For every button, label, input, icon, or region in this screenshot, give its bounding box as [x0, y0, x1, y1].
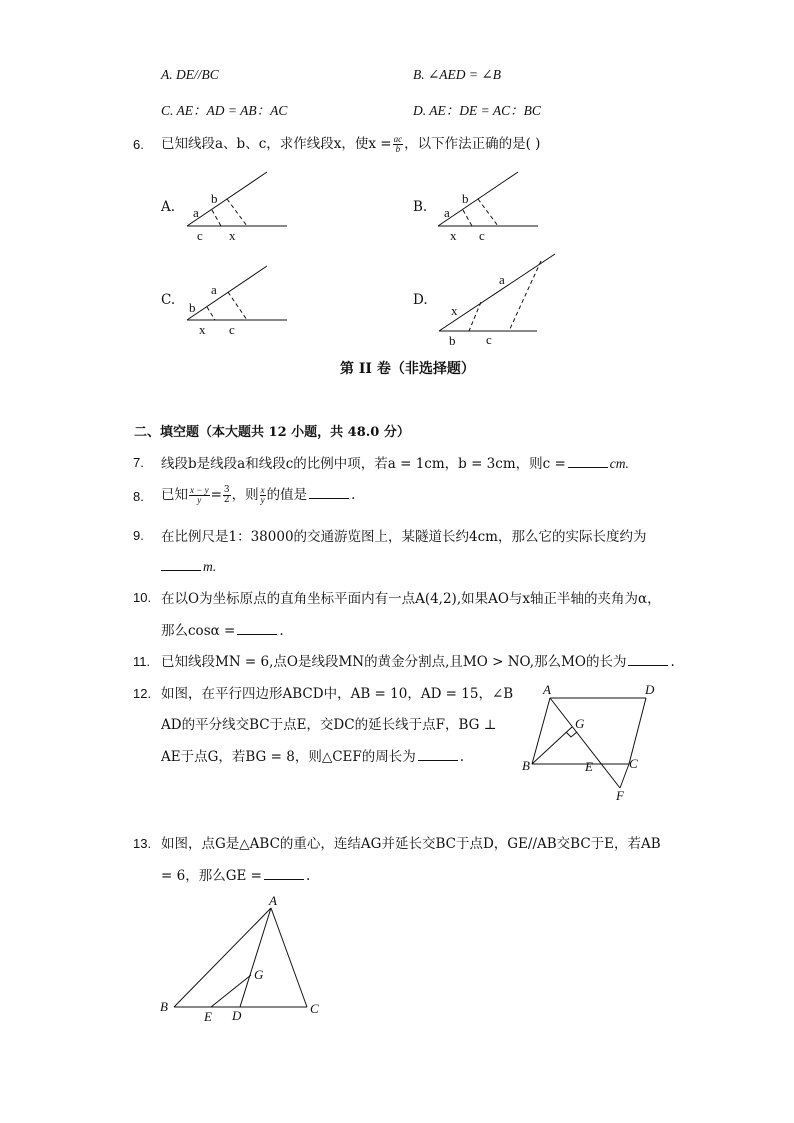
q6d-label-3: b — [449, 333, 456, 348]
q6a-label-3: c — [197, 228, 203, 243]
q7-number: 7. — [133, 455, 144, 470]
q6-figure-a — [185, 170, 295, 250]
q10-line1: 在以O为坐标原点的直角坐标平面内有一点A(4,2),如果AO与x轴正半轴的夹角为α， — [161, 591, 661, 607]
q6a-label-1: b — [211, 191, 218, 206]
q6-number: 6. — [133, 137, 144, 152]
q13-number: 13. — [133, 836, 152, 851]
q8-number: 8. — [133, 489, 144, 504]
q11-stem: 已知线段MN = 6,点O是线段MN的黄金分割点,且MO > NO,那么MO的长为 . — [161, 650, 675, 670]
q12-figure — [520, 680, 670, 805]
q12-fig-label-C: C — [629, 756, 638, 771]
q13-fig-label-A: A — [269, 893, 277, 908]
q13-line1: 如图，点G是△ABC的重心，连结AG并延长交BC于点D，GE//AB交BC于E，若AB — [161, 836, 661, 852]
q12-fig-label-B: B — [522, 758, 530, 773]
q6c-label-1: a — [211, 282, 217, 297]
part2-title: 第 II 卷（非选择题） — [340, 361, 475, 377]
q9-line1: 在比例尺是1：38000的交通游览图上，某隧道长约4cm，那么它的实际长度约为 — [161, 529, 647, 545]
q6d-label-2: x — [451, 303, 458, 318]
q6-figure-b — [436, 170, 546, 250]
q6-fraction: $\frac{ac}{b}$ — [393, 134, 403, 154]
q6b-label-3: x — [450, 228, 457, 243]
q9-line2: m. — [161, 556, 216, 575]
q12-fig-label-G: G — [575, 716, 585, 731]
q6-option-b-letter: B. — [413, 199, 428, 215]
q10-line2: 那么cosα = . — [161, 619, 284, 639]
q5-option-c: C. AE：AD = AB：AC — [161, 103, 288, 118]
q13-fig-label-B: B — [160, 999, 168, 1014]
q5-option-a: A. DE//BC — [161, 67, 219, 82]
q6d-label-1: a — [499, 272, 505, 287]
q12-answer-blank[interactable] — [418, 746, 458, 761]
q6-option-a-letter: A. — [161, 199, 176, 215]
q6c-label-3: x — [199, 322, 206, 337]
q7-answer-blank[interactable] — [568, 453, 608, 468]
q6d-label-4: c — [486, 332, 492, 347]
q12-fig-label-F: F — [616, 788, 624, 803]
q12-line2: AD的平分线交BC于点E，交DC的延长线于点F，BG ⊥ — [161, 717, 497, 733]
q13-fig-label-D: D — [232, 1008, 242, 1023]
q6b-label-2: a — [444, 205, 450, 220]
q13-fig-label-E: E — [204, 1009, 212, 1024]
q6c-label-4: c — [229, 322, 235, 337]
q6c-label-2: b — [189, 300, 196, 315]
q11-number: 11. — [133, 654, 151, 669]
q13-answer-blank[interactable] — [264, 865, 304, 880]
q12-number: 12. — [133, 686, 152, 701]
q12-line1: 如图，在平行四边形ABCD中，AB = 10，AD = 15，∠B — [161, 686, 514, 702]
q6-option-d-letter: D. — [413, 292, 428, 308]
q6b-label-1: b — [462, 191, 469, 206]
q11-answer-blank[interactable] — [628, 651, 668, 666]
q13-line2: = 6，那么GE = . — [161, 864, 310, 884]
q13-fig-label-G: G — [254, 967, 264, 982]
q12-fig-label-D: D — [645, 682, 655, 697]
q8-stem: 已知 $\frac{x - y}{y}$ = $\frac{3}{2}$ ，则 $\frac{x}{y}$ 的值是 . — [161, 485, 356, 505]
q10-answer-blank[interactable] — [237, 620, 277, 635]
q8-answer-blank[interactable] — [309, 484, 349, 499]
q9-number: 9. — [133, 528, 144, 543]
section2-header: 二、填空题（本大题共 12 小题，共 48.0 分） — [134, 425, 410, 440]
q5-option-d: D. AE：DE = AC：BC — [413, 103, 541, 118]
q12-fig-label-A: A — [543, 682, 551, 697]
q13-fig-label-C: C — [310, 1001, 319, 1016]
q6-option-c-letter: C. — [161, 292, 176, 308]
q6a-label-2: a — [193, 205, 199, 220]
q12-fig-label-E: E — [585, 759, 593, 774]
q9-answer-blank[interactable] — [161, 556, 201, 571]
q6-stem: 已知线段a、b、c，求作线段x，使x = $\frac{ac}{b}$ ，以下作法正确的是( ) — [161, 134, 541, 154]
q6-figure-d — [437, 252, 567, 352]
q5-option-b: B. ∠AED = ∠B — [413, 67, 501, 82]
q6a-label-4: x — [229, 228, 236, 243]
q7-stem: 线段b是线段a和线段c的比例中项，若a = 1cm，b = 3cm，则c = cm. — [161, 452, 629, 472]
q6b-label-4: c — [479, 228, 485, 243]
q6-figure-c — [185, 264, 295, 344]
q13-figure — [158, 893, 333, 1023]
q10-number: 10. — [133, 590, 152, 605]
q12-line3: AE于点G，若BG = 8，则△CEF的周长为 . — [161, 745, 464, 765]
